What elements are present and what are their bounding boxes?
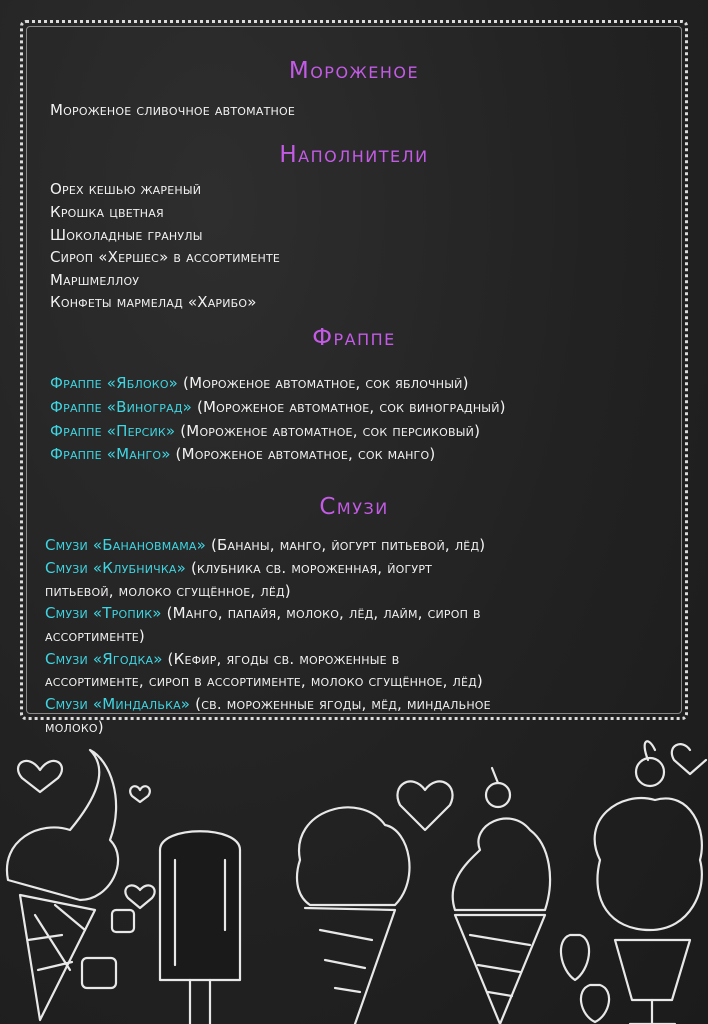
smoothie-desc-cont: молоко) <box>45 718 104 736</box>
smoothie-item <box>45 604 481 622</box>
smoothie-desc-cont: ассортименте, сироп в ассортименте, молоко сгущённое, лёд) <box>45 672 483 690</box>
candy-cube-icon <box>112 910 134 932</box>
frappe-item <box>50 398 506 416</box>
frappe-name: Фраппе «Яблоко» <box>50 374 179 392</box>
soft-serve-cone-icon <box>7 750 118 1020</box>
heading-ice-cream: Мороженое <box>288 58 420 84</box>
strawberry-icon <box>561 935 589 980</box>
frappe-desc: (Мороженое автоматное, сок манго) <box>170 445 436 463</box>
smoothie-desc: (Манго, папайя, молоко, лёд, лайм, сироп в <box>161 604 481 622</box>
frappe-desc: (Мороженое автоматное, сок персиковый) <box>175 422 481 440</box>
smoothie-name: Смузи «Тропик» <box>45 604 162 622</box>
soft-serve-cherry-cone-icon <box>453 768 550 1024</box>
heading-frappe: Фраппе <box>312 325 396 351</box>
heading-fillers: Наполнители <box>279 142 429 168</box>
filler-item: Сироп «Хершес» в ассортименте <box>50 248 281 266</box>
frappe-name: Фраппе «Виноград» <box>50 398 192 416</box>
scoop-cone-icon <box>297 807 409 1024</box>
frappe-name: Фраппе «Манго» <box>50 445 171 463</box>
smoothie-item <box>45 650 399 668</box>
smoothie-item <box>45 559 432 577</box>
smoothie-desc: (Бананы, манго, йогурт питьевой, лёд) <box>206 536 486 554</box>
smoothie-desc: (клубника св. мороженная, йогурт <box>186 559 433 577</box>
smoothie-desc-cont: питьевой, молоко сгущённое, лёд) <box>45 582 291 600</box>
filler-item: Крошка цветная <box>50 203 164 221</box>
smoothie-item <box>45 695 491 713</box>
smoothie-item <box>45 536 485 554</box>
smoothie-desc: (Кефир, ягоды св. мороженные в <box>162 650 400 668</box>
filler-item: Маршмеллоу <box>50 271 140 289</box>
frappe-desc: (Мороженое автоматное, сок виноградный) <box>192 398 506 416</box>
sundae-icon <box>595 741 702 1024</box>
filler-item: Шоколадные гранулы <box>50 226 203 244</box>
heart-icon <box>18 761 62 792</box>
candy-cube-icon <box>82 958 116 988</box>
frappe-item <box>50 422 480 440</box>
heart-icon <box>397 781 452 830</box>
strawberry-icon <box>581 985 609 1022</box>
smoothie-name: Смузи «Банановмама» <box>45 536 206 554</box>
frappe-desc: (Мороженое автоматное, сок яблочный) <box>178 374 469 392</box>
smoothie-name: Смузи «Миндалька» <box>45 695 191 713</box>
frappe-item <box>50 374 469 392</box>
smoothie-name: Смузи «Клубничка» <box>45 559 187 577</box>
heart-icon <box>125 885 154 908</box>
smoothie-desc-cont: ассортименте) <box>45 627 145 645</box>
heading-smoothie: Смузи <box>319 494 389 520</box>
frappe-name: Фраппе «Персик» <box>50 422 176 440</box>
heart-icon <box>672 744 706 774</box>
popsicle-icon <box>160 831 240 1024</box>
smoothie-name: Смузи «Ягодка» <box>45 650 163 668</box>
frappe-item <box>50 445 435 463</box>
smoothie-desc: (св. мороженные ягоды, мёд, миндальное <box>190 695 491 713</box>
filler-item: Конфеты мармелад «Харибо» <box>50 293 257 311</box>
filler-item: Орех кешью жареный <box>50 180 202 198</box>
ice-cream-item: Мороженое сливочное автоматное <box>50 101 295 119</box>
ice-cream-doodles <box>0 730 708 1024</box>
